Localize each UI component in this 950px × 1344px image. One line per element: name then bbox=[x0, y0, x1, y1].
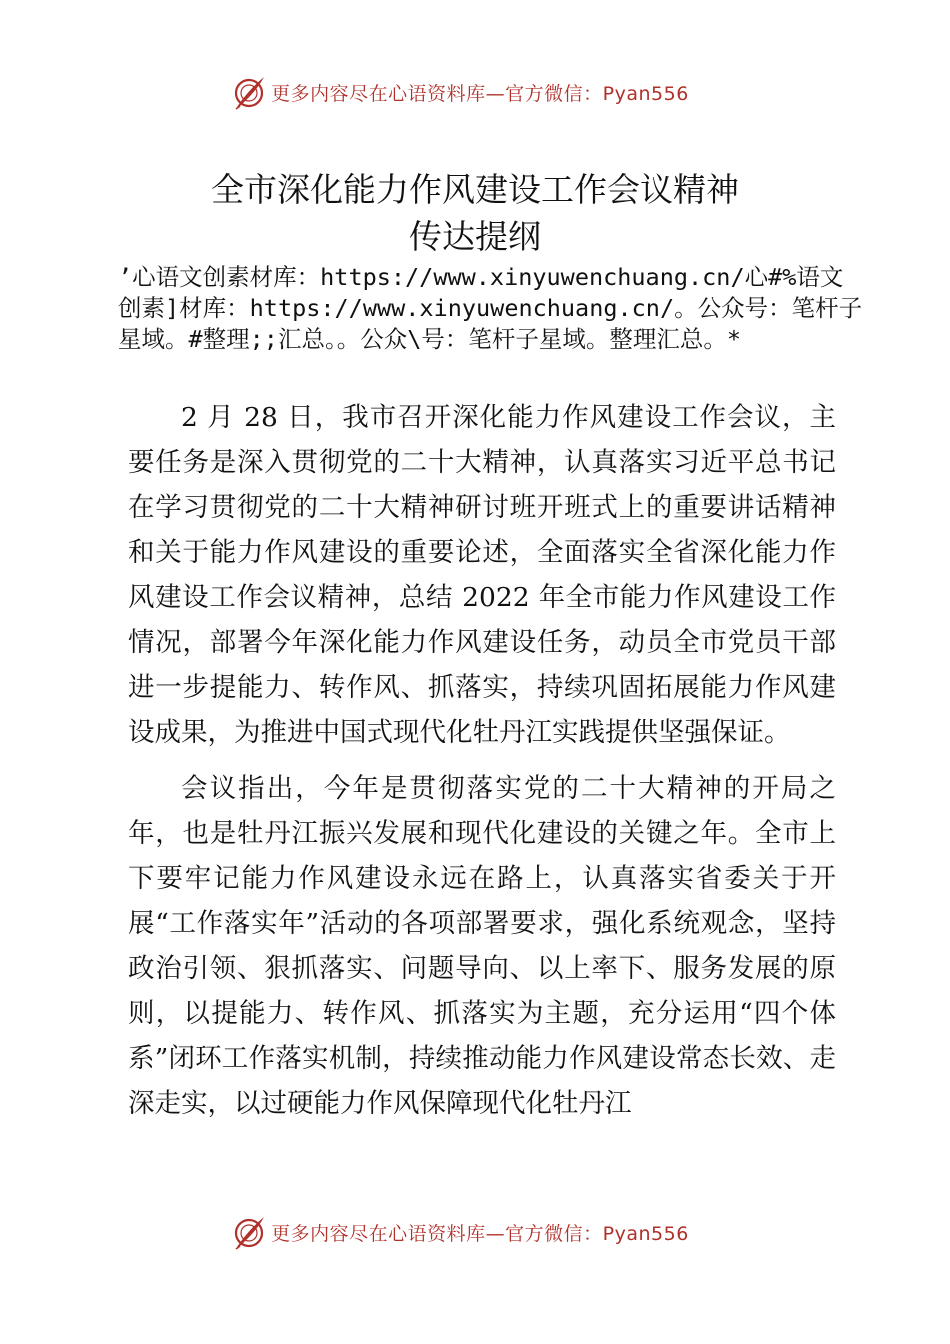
wechat-id: Pyan556 bbox=[602, 1222, 689, 1245]
banner-text: 更多内容尽在心语资料库—官方微信：Pyan556 bbox=[271, 1222, 689, 1245]
paragraph: 会议指出，今年是贯彻落实党的二十大精神的开局之年，也是牡丹江振兴发展和现代化建设的关键之年。全市上下要牢记能力作风建设永远在路上，认真落实省委关于开展“工作落实年”活动的各项部署要求，强化系统观念，坚持政治引领、狠抓落实、问题导向、以上率下、服务发展的原则，以提能力、转作风、抓落实为主题，充分运用“四个体系”闭环工作落实机制，持续推动能力作风建设常态长效、走深走实，以过硬能力作风保障现代化牡丹江 bbox=[128, 773, 836, 1119]
document-body bbox=[128, 395, 836, 1126]
quill-circle-icon bbox=[231, 1214, 267, 1250]
banner-text: 更多内容尽在心语资料库—官方微信：Pyan556 bbox=[271, 82, 689, 105]
source-notice: ’心语文创素材库：https://www.xinyuwenchuang.cn/心#%语文创素]材库：https://www.xinyuwenchuang.cn/。公众号：笔杆子星域。#整理;;汇总。。公众\号：笔杆子星域。整理汇总。* bbox=[118, 263, 863, 353]
header-banner bbox=[0, 72, 950, 112]
paragraph: 2 月 28 日，我市召开深化能力作风建设工作会议，主要任务是深入贯彻党的二十大精神，认真落实习近平总书记在学习贯彻党的二十大精神研讨班开班式上的重要讲话精神和关于能力作风建设的重要论述，全面落实全省深化能力作风建设工作会议精神，总结 2022 年全市能力作风建设工作情况，部署今年深化能力作风建设任务，动员全市党员干部进一步提能力、转作风、抓落实，持续巩固拓展能力作风建设成果，为推进中国式现代化牡丹江实践提供坚强保证。 bbox=[128, 402, 836, 748]
document-title: 全市深化能力作风建设工作会议精神 bbox=[211, 170, 739, 209]
footer-banner bbox=[0, 1212, 950, 1252]
quill-circle-icon bbox=[231, 74, 267, 110]
wechat-id: Pyan556 bbox=[602, 82, 689, 105]
document-subtitle: 传达提纲 bbox=[409, 217, 541, 256]
